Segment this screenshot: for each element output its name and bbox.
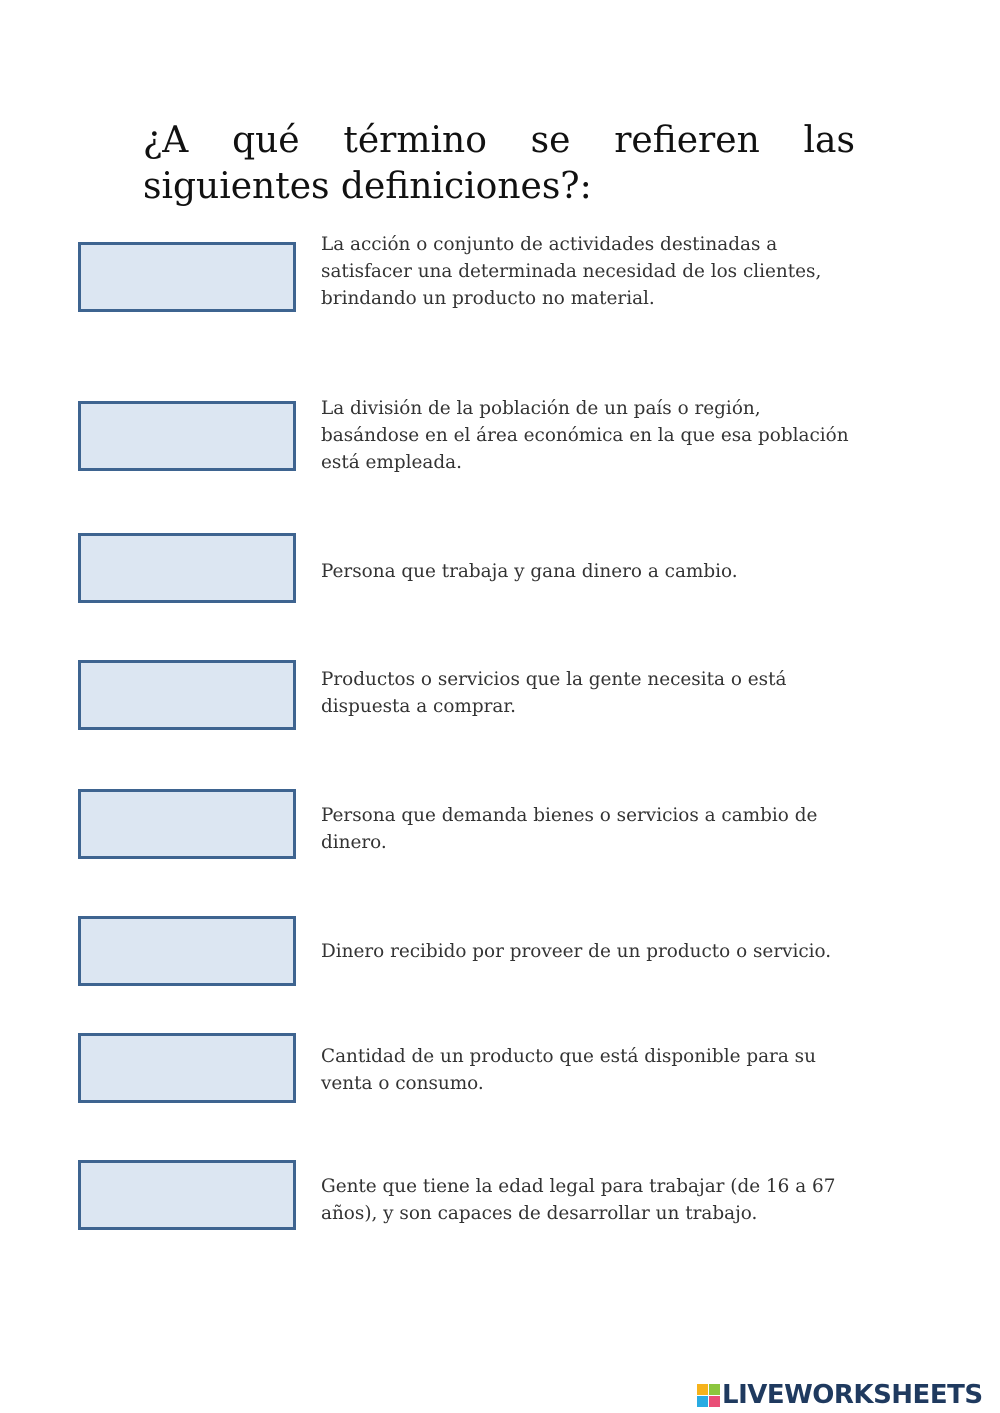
brand-name: LIVEWORKSHEETS [722, 1380, 983, 1410]
liveworksheets-brand [697, 1378, 983, 1412]
answer-box-8[interactable] [78, 1160, 296, 1230]
answer-box-4[interactable] [78, 660, 296, 730]
answer-box-3[interactable] [78, 533, 296, 603]
logo-tile-4 [709, 1396, 720, 1407]
answer-box-1[interactable] [78, 242, 296, 312]
page-title: ¿A qué término se refieren las siguientes definiciones?: [143, 120, 855, 207]
definition-7: Cantidad de un producto que está disponible para su venta o consumo. [321, 1046, 816, 1094]
logo-tile-2 [709, 1384, 720, 1395]
definition-8: Gente que tiene la edad legal para trabajar (de 16 a 67 años), y son capaces de desarrollar un trabajo. [321, 1176, 836, 1224]
definition-1: La acción o conjunto de actividades destinadas a satisfacer una determinada necesidad de los clientes, brindando un producto no material. [321, 234, 822, 309]
answer-box-5[interactable] [78, 789, 296, 859]
liveworksheets-logo-icon [697, 1384, 720, 1407]
logo-tile-3 [697, 1396, 708, 1407]
definition-2: La división de la población de un país o región, basándose en el área económica en la que esa población está empleada. [321, 398, 849, 473]
logo-tile-1 [697, 1384, 708, 1395]
definition-6: Dinero recibido por proveer de un producto o servicio. [321, 941, 832, 962]
definition-5: Persona que demanda bienes o servicios a cambio de dinero. [321, 805, 818, 853]
answer-box-7[interactable] [78, 1033, 296, 1103]
answer-box-2[interactable] [78, 401, 296, 471]
definition-3: Persona que trabaja y gana dinero a cambio. [321, 561, 738, 582]
definition-4: Productos o servicios que la gente necesita o está dispuesta a comprar. [321, 669, 787, 717]
answer-box-6[interactable] [78, 916, 296, 986]
